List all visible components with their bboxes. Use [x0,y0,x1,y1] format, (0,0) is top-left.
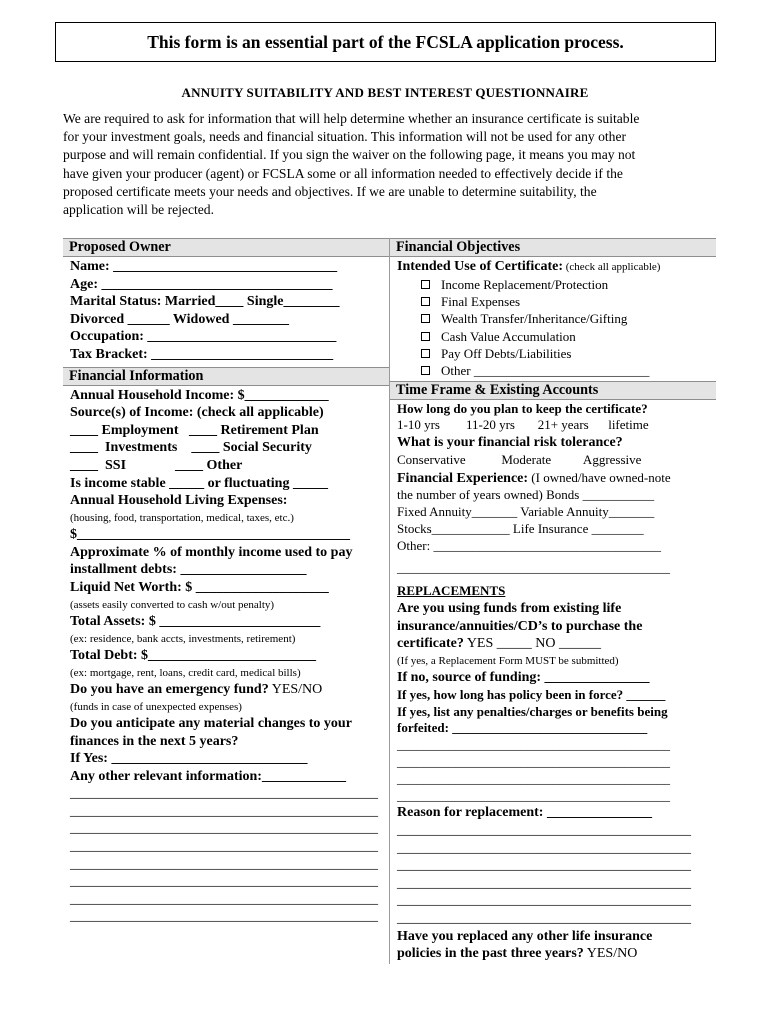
checkbox-icon[interactable] [421,332,430,341]
experience-annuity-field[interactable]: Fixed Annuity_______ Variable Annuity_______ [397,504,655,519]
blank-line[interactable]: ____________________________________________ [70,874,378,890]
emergency-fund-answer[interactable]: YES/NO [268,681,323,697]
replacement-question: Are you using funds from existing life [397,600,622,616]
replacements-heading: REPLACEMENTS [397,583,506,599]
total-debt-note: (ex: mortgage, rent, loans, credit card, medical bills) [70,666,301,679]
prior-replacement-question-2: policies in the past three years? [397,946,584,962]
financial-experience-note: (I owned/have owned-note [528,469,671,485]
intro-line: purpose and will remain confidential. If you sign the waiver on the following page, it means you may not [63,147,636,163]
policy-in-force-field[interactable]: If yes, how long has policy been in force? ______ [397,686,666,702]
prior-replacement-answer[interactable] [397,945,716,963]
living-expenses-note: (housing, food, transportation, medical, taxes, etc.) [70,511,294,524]
left-column [63,238,389,929]
living-expenses-label: Annual Household Living Expenses: [70,493,288,509]
intro-line: application will be rejected. [63,202,214,218]
emergency-fund-field[interactable] [70,681,389,699]
option-other[interactable] [397,363,716,378]
marital-status-field[interactable]: Marital Status: Married____ Single________ [70,294,340,310]
tax-bracket-field[interactable]: Tax Bracket: __________________________ [70,346,334,362]
occupation-field[interactable]: Occupation: ___________________________ [70,329,337,345]
option-label: Final Expenses [441,294,521,309]
form-banner: This form is an essential part of the FCSLA application process. [55,22,716,62]
intended-use-label [397,258,716,276]
financial-information-section [63,386,389,929]
financial-objectives-header: Financial Objectives [390,238,716,257]
marital-status-field-2[interactable]: Divorced ______ Widowed ________ [70,311,289,327]
option-wealth-transfer[interactable] [397,310,716,327]
option-label: Other ___________________________ [441,362,650,378]
total-assets-field[interactable]: Total Assets: $ _______________________ [70,613,321,629]
option-final-expenses[interactable] [397,293,716,310]
material-changes-question-2: finances in the next 5 years? [70,733,239,749]
total-assets-note: (ex: residence, bank accts, investments, retirement) [70,632,296,645]
intro-line: for your investment goals, needs and financial situation. This information will not be used for any other [63,129,627,145]
blank-line[interactable]: ____________________________________________ [70,909,378,925]
checkbox-icon[interactable] [421,280,430,289]
checkbox-icon[interactable] [421,297,430,306]
intended-use-title: Intended Use of Certificate: [397,259,564,274]
penalties-question: If yes, list any penalties/charges or benefits being [397,703,668,719]
intro-paragraph [63,110,723,219]
emergency-fund-note: (funds in case of unexpected expenses) [70,700,242,713]
blank-line[interactable]: ____________________________________________ [70,786,378,802]
option-label: Pay Off Debts/Liabilities [441,346,572,362]
installment-debt-field[interactable]: installment debts: __________________ [70,562,307,578]
time-frame-section [390,400,716,966]
age-field[interactable]: Age: _________________________________ [70,276,333,292]
blank-line[interactable]: ____________________________________________ [70,821,378,837]
liquid-net-worth-field[interactable]: Liquid Net Worth: $ ___________________ [70,579,329,595]
option-label: Cash Value Accumulation [441,328,576,344]
liquid-net-worth-note: (assets easily converted to cash w/out penalty) [70,598,275,611]
other-info-field[interactable]: Any other relevant information:____________ [70,768,346,784]
replacement-yes-no[interactable]: YES _____ NO ______ [463,636,601,652]
material-changes-question: Do you anticipate any material changes to your [70,715,352,731]
time-frame-header: Time Frame & Existing Accounts [390,381,716,400]
questionnaire-title: ANNUITY SUITABILITY AND BEST INTEREST QUESTIONNAIRE [181,85,589,100]
right-column [390,238,716,966]
intro-line: We are required to ask for information that will help determine whether an insurance certificate is suitable [63,111,640,126]
checkbox-icon[interactable] [421,349,430,358]
intended-use-note: (check all applicable) [563,261,661,273]
option-income-replacement[interactable] [397,276,716,293]
checkbox-icon[interactable] [421,314,430,323]
blank-line[interactable]: __________________________________________ [397,822,691,838]
income-sources-label: Source(s) of Income: (check all applicable) [70,405,324,421]
checkbox-icon[interactable] [421,366,430,375]
proposed-owner-header: Proposed Owner [63,238,389,257]
name-field[interactable]: Name: ________________________________ [70,259,338,274]
income-source-row[interactable]: ____ SSI ____ Other [70,457,243,473]
financial-experience-label [397,469,716,488]
total-debt-field[interactable]: Total Debt: $________________________ [70,647,317,663]
blank-line[interactable]: ____________________________________________ [70,839,378,855]
income-source-row[interactable]: ____ Employment ____ Retirement Plan [70,422,319,438]
replacement-question-2: insurance/annuities/CD’s to purchase the [397,618,643,634]
intro-line: have given your producer (agent) or FCSLA some or all information needed to effectively decide if the [63,165,623,181]
keep-certificate-options[interactable]: 1-10 yrs 11-20 yrs 21+ years lifetime [397,417,649,433]
installment-debt-label: Approximate % of monthly income used to pay [70,544,353,560]
experience-other-field[interactable]: Other: ___________________________________ [397,537,661,553]
blank-line[interactable]: __________________________________________ [397,753,670,769]
experience-bonds-field[interactable]: the number of years owned) Bonds ___________ [397,487,655,503]
income-stability-field[interactable]: Is income stable _____ or fluctuating _____ [70,475,328,491]
annual-income-field[interactable]: Annual Household Income: $____________ [70,387,329,403]
blank-line[interactable]: __________________________________________ [397,770,670,786]
if-yes-field[interactable]: If Yes: ____________________________ [70,751,308,767]
blank-line[interactable]: __________________________________________ [397,787,670,803]
blank-line[interactable]: __________________________________________ [397,893,691,909]
financial-objectives-section [390,257,716,381]
income-source-row[interactable]: ____ Investments ____ Social Security [70,440,312,456]
blank-line[interactable]: __________________________________________ [397,858,691,874]
emergency-fund-question: Do you have an emergency fund? [70,681,269,697]
blank-line[interactable]: __________________________________________ [397,840,691,856]
proposed-owner-section [63,257,389,367]
prior-replacement-question: Have you replaced any other life insurance [397,928,653,944]
blank-line[interactable]: __________________________________________ [397,737,670,753]
risk-tolerance-question: What is your financial risk tolerance? [397,435,623,451]
financial-information-header: Financial Information [63,367,389,386]
replacement-answer[interactable] [397,635,716,653]
option-label: Wealth Transfer/Inheritance/Gifting [441,311,628,327]
living-expenses-field[interactable]: $_______________________________________ [70,527,350,543]
blank-line[interactable]: __________________________________________ [397,875,691,891]
prior-replacement-yes-no[interactable]: YES/NO [583,946,638,962]
replacement-reason-field[interactable]: Reason for replacement: _______________ [397,805,652,821]
blank-line[interactable]: ____________________________________________ [70,803,378,819]
experience-stocks-field[interactable]: Stocks____________ Life Insurance ________ [397,520,644,536]
option-cash-value[interactable] [397,328,716,345]
intro-line: proposed certificate meets your needs and objectives. If we are unable to determine suitability, the [63,183,597,199]
replacement-question-3: certificate? [397,636,464,652]
financial-experience-title: Financial Experience: [397,470,529,486]
funding-source-field[interactable]: If no, source of funding: _______________ [397,670,650,686]
blank-line[interactable]: ____________________________________________ [70,891,378,907]
penalties-field[interactable]: forfeited: ______________________________ [397,720,648,736]
risk-tolerance-options[interactable]: Conservative Moderate Aggressive [397,451,642,467]
replacement-note: (If yes, a Replacement Form MUST be submitted) [397,654,619,667]
option-label: Income Replacement/Protection [441,276,609,292]
blank-line[interactable]: ____________________________________________ [70,856,378,872]
option-pay-off-debts[interactable] [397,345,716,362]
blank-line[interactable]: __________________________________________ [397,910,691,926]
experience-other-line[interactable]: __________________________________________ [397,560,670,576]
keep-certificate-question: How long do you plan to keep the certificate? [397,400,648,416]
